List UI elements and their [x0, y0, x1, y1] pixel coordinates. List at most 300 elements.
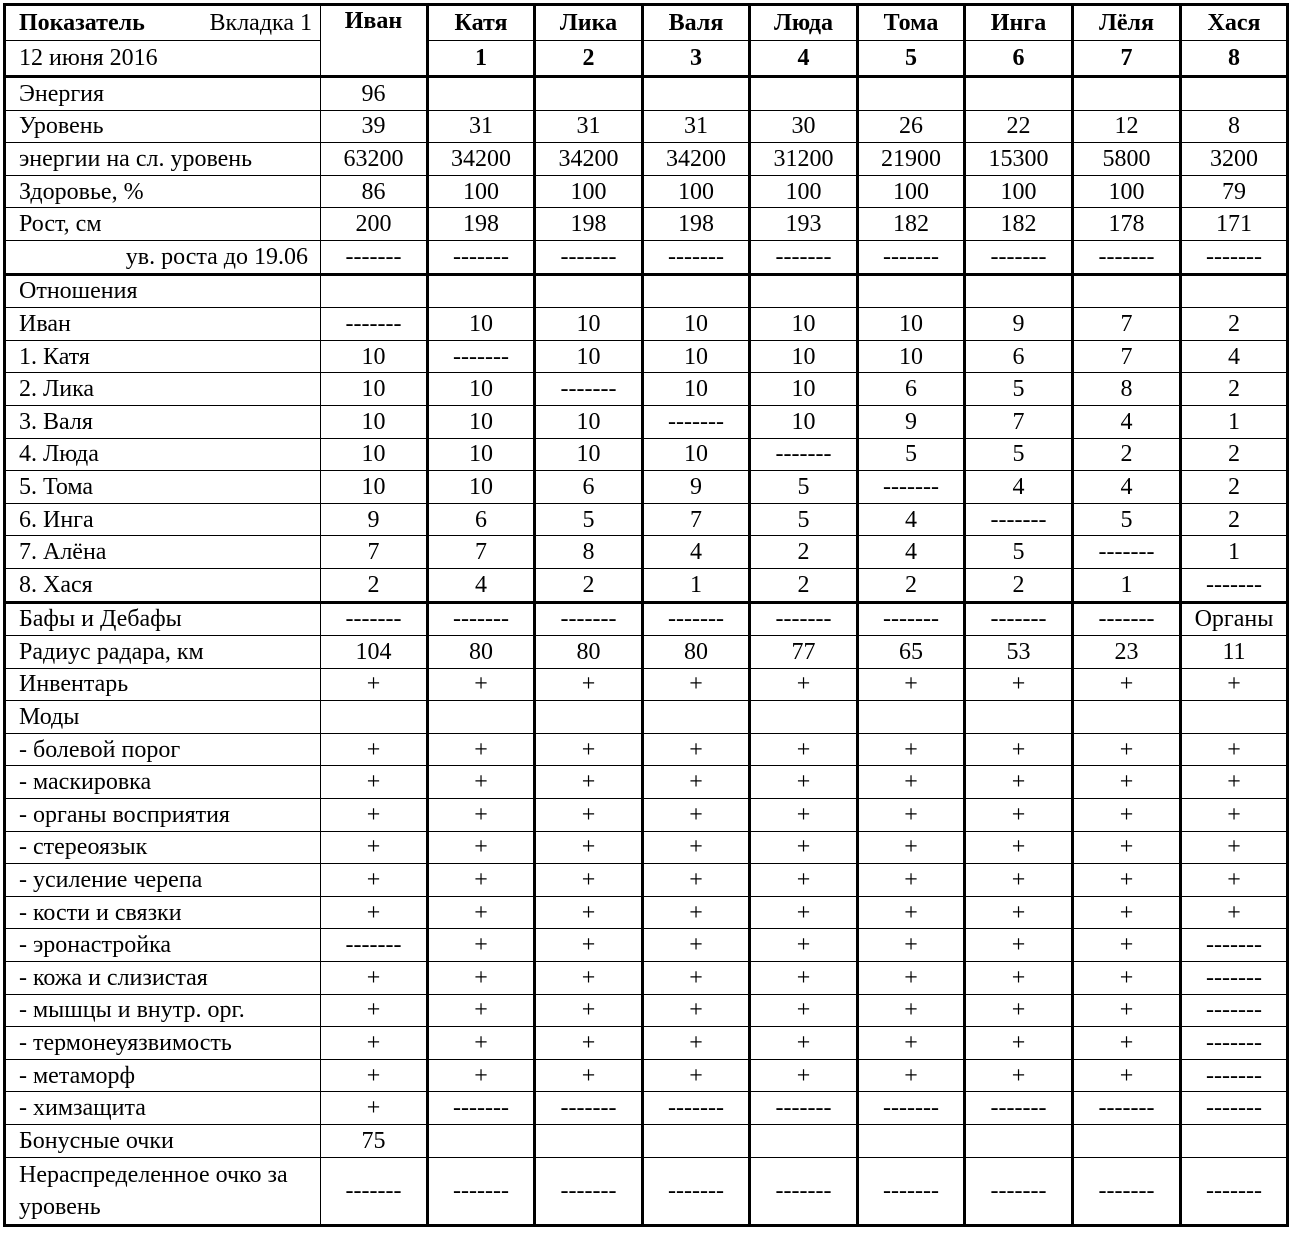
- value-cell: -------: [965, 1157, 1073, 1225]
- value-cell: 2: [321, 568, 428, 602]
- row-label: 3. Валя: [5, 405, 321, 438]
- value-cell: 10: [858, 340, 965, 373]
- row-label: Радиус радара, км: [5, 636, 321, 669]
- value-cell: 10: [750, 373, 858, 406]
- value-cell: 1: [643, 568, 750, 602]
- row-label: - кости и связки: [5, 896, 321, 929]
- value-cell: 100: [858, 175, 965, 208]
- value-cell: -------: [1073, 602, 1181, 636]
- value-cell: -------: [1181, 1157, 1288, 1225]
- value-cell: 5: [1073, 503, 1181, 536]
- value-cell: +: [1181, 831, 1288, 864]
- value-cell: 10: [643, 308, 750, 341]
- row-label: - болевой порог: [5, 733, 321, 766]
- value-cell: 182: [965, 208, 1073, 241]
- value-cell: -------: [858, 471, 965, 504]
- value-cell: 2: [750, 568, 858, 602]
- value-cell: 4: [965, 471, 1073, 504]
- value-cell: 10: [535, 438, 643, 471]
- value-cell: +: [428, 929, 535, 962]
- value-cell: 10: [321, 405, 428, 438]
- value-cell: [535, 1125, 643, 1158]
- value-cell: +: [858, 962, 965, 995]
- value-cell: 5800: [1073, 143, 1181, 176]
- header-name: Катя: [428, 5, 535, 41]
- value-cell: +: [643, 668, 750, 701]
- value-cell: 171: [1181, 208, 1288, 241]
- value-cell: 63200: [321, 143, 428, 176]
- value-cell: +: [750, 962, 858, 995]
- value-cell: [321, 274, 428, 308]
- value-cell: +: [643, 766, 750, 799]
- value-cell: +: [858, 733, 965, 766]
- value-cell: +: [535, 668, 643, 701]
- value-cell: -------: [643, 1092, 750, 1125]
- value-cell: 86: [321, 175, 428, 208]
- table-row: [5, 1027, 1288, 1060]
- row-label: Уровень: [5, 110, 321, 143]
- table-row: [5, 1059, 1288, 1092]
- value-cell: +: [1181, 766, 1288, 799]
- table-row: [5, 701, 1288, 734]
- value-cell: +: [321, 799, 428, 832]
- header-number: 3: [643, 41, 750, 77]
- value-cell: 10: [321, 340, 428, 373]
- value-cell: +: [535, 831, 643, 864]
- table-row: [5, 831, 1288, 864]
- value-cell: 80: [535, 636, 643, 669]
- value-cell: 10: [643, 340, 750, 373]
- row-label: - усиление черепа: [5, 864, 321, 897]
- value-cell: -------: [1073, 1157, 1181, 1225]
- value-cell: +: [858, 994, 965, 1027]
- value-cell: +: [858, 766, 965, 799]
- value-cell: +: [321, 668, 428, 701]
- table-row: [5, 503, 1288, 536]
- value-cell: [643, 274, 750, 308]
- value-cell: +: [750, 733, 858, 766]
- value-cell: [428, 1125, 535, 1158]
- value-cell: +: [1073, 766, 1181, 799]
- table-row: [5, 373, 1288, 406]
- value-cell: +: [965, 799, 1073, 832]
- value-cell: -------: [643, 602, 750, 636]
- value-cell: +: [428, 896, 535, 929]
- value-cell: 2: [750, 536, 858, 569]
- value-cell: 182: [858, 208, 965, 241]
- value-cell: [643, 701, 750, 734]
- tab-label: Вкладка 1: [209, 10, 312, 36]
- header-name: Валя: [643, 5, 750, 41]
- value-cell: 178: [1073, 208, 1181, 241]
- table-row: [5, 274, 1288, 308]
- table-row: [5, 766, 1288, 799]
- value-cell: -------: [428, 240, 535, 274]
- value-cell: -------: [1181, 929, 1288, 962]
- value-cell: 9: [643, 471, 750, 504]
- value-cell: +: [858, 668, 965, 701]
- value-cell: +: [643, 799, 750, 832]
- value-cell: +: [643, 831, 750, 864]
- value-cell: 7: [1073, 340, 1181, 373]
- value-cell: 2: [858, 568, 965, 602]
- value-cell: 100: [750, 175, 858, 208]
- value-cell: [965, 1125, 1073, 1158]
- value-cell: 4: [858, 536, 965, 569]
- value-cell: +: [965, 962, 1073, 995]
- value-cell: 26: [858, 110, 965, 143]
- value-cell: +: [1181, 864, 1288, 897]
- value-cell: +: [428, 668, 535, 701]
- value-cell: 5: [858, 438, 965, 471]
- header-name-ivan: Иван: [321, 5, 428, 77]
- value-cell: [535, 77, 643, 111]
- value-cell: +: [1073, 929, 1181, 962]
- value-cell: -------: [321, 602, 428, 636]
- header-number: 2: [535, 41, 643, 77]
- value-cell: +: [1073, 864, 1181, 897]
- row-label: Моды: [5, 701, 321, 734]
- character-stats-table: [3, 3, 1289, 1227]
- value-cell: 77: [750, 636, 858, 669]
- value-cell: -------: [321, 308, 428, 341]
- value-cell: 12: [1073, 110, 1181, 143]
- value-cell: +: [321, 994, 428, 1027]
- value-cell: -------: [643, 1157, 750, 1225]
- value-cell: 100: [965, 175, 1073, 208]
- value-cell: 10: [321, 438, 428, 471]
- value-cell: -------: [858, 602, 965, 636]
- value-cell: +: [535, 864, 643, 897]
- value-cell: 10: [428, 471, 535, 504]
- value-cell: +: [428, 799, 535, 832]
- value-cell: 22: [965, 110, 1073, 143]
- table-row: [5, 143, 1288, 176]
- table-row: [5, 896, 1288, 929]
- value-cell: +: [535, 766, 643, 799]
- value-cell: -------: [1181, 1059, 1288, 1092]
- value-cell: 4: [1073, 471, 1181, 504]
- value-cell: -------: [1181, 994, 1288, 1027]
- value-cell: +: [321, 733, 428, 766]
- value-cell: +: [750, 766, 858, 799]
- value-cell: 7: [428, 536, 535, 569]
- value-cell: -------: [535, 1092, 643, 1125]
- value-cell: +: [1073, 1027, 1181, 1060]
- row-label: 2. Лика: [5, 373, 321, 406]
- value-cell: +: [858, 896, 965, 929]
- value-cell: 2: [1181, 471, 1288, 504]
- value-cell: -------: [428, 340, 535, 373]
- value-cell: +: [535, 994, 643, 1027]
- row-label: - кожа и слизистая: [5, 962, 321, 995]
- row-label: энергии на сл. уровень: [5, 143, 321, 176]
- row-label: - химзащита: [5, 1092, 321, 1125]
- value-cell: 31: [535, 110, 643, 143]
- value-cell: +: [321, 896, 428, 929]
- indicator-label: Показатель: [19, 10, 145, 36]
- row-label: ув. роста до 19.06: [5, 240, 321, 274]
- value-cell: -------: [1181, 962, 1288, 995]
- value-cell: -------: [1181, 1092, 1288, 1125]
- value-cell: 4: [428, 568, 535, 602]
- value-cell: 21900: [858, 143, 965, 176]
- value-cell: [428, 77, 535, 111]
- header-title-cell: [5, 5, 321, 41]
- table-row: [5, 175, 1288, 208]
- table-row: [5, 733, 1288, 766]
- header-number: 8: [1181, 41, 1288, 77]
- value-cell: [1073, 77, 1181, 111]
- row-label: Энергия: [5, 77, 321, 111]
- value-cell: 2: [1181, 438, 1288, 471]
- header-name: Инга: [965, 5, 1073, 41]
- header-name: Тома: [858, 5, 965, 41]
- value-cell: 10: [321, 471, 428, 504]
- value-cell: +: [535, 799, 643, 832]
- value-cell: -------: [965, 503, 1073, 536]
- value-cell: -------: [535, 1157, 643, 1225]
- header-name: Люда: [750, 5, 858, 41]
- header-name: Хася: [1181, 5, 1288, 41]
- value-cell: [858, 77, 965, 111]
- value-cell: +: [965, 733, 1073, 766]
- row-label: 5. Тома: [5, 471, 321, 504]
- table-row: [5, 1157, 1288, 1225]
- value-cell: [858, 701, 965, 734]
- value-cell: +: [965, 929, 1073, 962]
- value-cell: 30: [750, 110, 858, 143]
- value-cell: -------: [428, 1157, 535, 1225]
- row-label: Рост, см: [5, 208, 321, 241]
- value-cell: +: [965, 831, 1073, 864]
- row-label: 6. Инга: [5, 503, 321, 536]
- header-number: 4: [750, 41, 858, 77]
- value-cell: 80: [428, 636, 535, 669]
- value-cell: +: [643, 1059, 750, 1092]
- value-cell: [965, 701, 1073, 734]
- value-cell: +: [965, 668, 1073, 701]
- value-cell: [643, 77, 750, 111]
- value-cell: 5: [535, 503, 643, 536]
- value-cell: +: [321, 962, 428, 995]
- value-cell: -------: [535, 240, 643, 274]
- value-cell: -------: [858, 240, 965, 274]
- value-cell: -------: [1073, 240, 1181, 274]
- value-cell: +: [643, 929, 750, 962]
- value-cell: +: [750, 831, 858, 864]
- value-cell: 10: [643, 438, 750, 471]
- value-cell: +: [1181, 733, 1288, 766]
- table-row: [5, 438, 1288, 471]
- value-cell: [858, 1125, 965, 1158]
- value-cell: 200: [321, 208, 428, 241]
- value-cell: 10: [858, 308, 965, 341]
- value-cell: +: [965, 1059, 1073, 1092]
- value-cell: +: [1181, 896, 1288, 929]
- table-row: [5, 929, 1288, 962]
- value-cell: +: [1073, 831, 1181, 864]
- table-row: [5, 240, 1288, 274]
- value-cell: +: [643, 733, 750, 766]
- value-cell: +: [750, 896, 858, 929]
- value-cell: 100: [1073, 175, 1181, 208]
- value-cell: 5: [965, 438, 1073, 471]
- table-row: [5, 568, 1288, 602]
- value-cell: [1073, 701, 1181, 734]
- value-cell: [1181, 274, 1288, 308]
- value-cell: +: [321, 864, 428, 897]
- value-cell: +: [965, 864, 1073, 897]
- table-row: [5, 668, 1288, 701]
- value-cell: 2: [535, 568, 643, 602]
- value-cell: +: [643, 1027, 750, 1060]
- value-cell: +: [321, 766, 428, 799]
- value-cell: +: [750, 668, 858, 701]
- table-row: [5, 471, 1288, 504]
- value-cell: [428, 701, 535, 734]
- value-cell: +: [1073, 733, 1181, 766]
- row-label: 4. Люда: [5, 438, 321, 471]
- value-cell: +: [858, 799, 965, 832]
- value-cell: [750, 77, 858, 111]
- value-cell: 100: [535, 175, 643, 208]
- value-cell: 5: [750, 471, 858, 504]
- row-label: - мышцы и внутр. орг.: [5, 994, 321, 1027]
- header-number: 7: [1073, 41, 1181, 77]
- value-cell: +: [428, 994, 535, 1027]
- row-label: 1. Катя: [5, 340, 321, 373]
- value-cell: 10: [750, 308, 858, 341]
- header-name: Лёля: [1073, 5, 1181, 41]
- value-cell: +: [750, 929, 858, 962]
- header-number: 5: [858, 41, 965, 77]
- value-cell: -------: [750, 1092, 858, 1125]
- table-row: [5, 799, 1288, 832]
- value-cell: [535, 701, 643, 734]
- value-cell: 4: [858, 503, 965, 536]
- header-date: 12 июня 2016: [5, 41, 321, 77]
- value-cell: [535, 274, 643, 308]
- value-cell: 104: [321, 636, 428, 669]
- header-name: Лика: [535, 5, 643, 41]
- table-row: [5, 208, 1288, 241]
- value-cell: -------: [1073, 536, 1181, 569]
- value-cell: 10: [535, 308, 643, 341]
- value-cell: -------: [321, 1157, 428, 1225]
- header-row-numbers: [5, 41, 1288, 77]
- value-cell: [858, 274, 965, 308]
- value-cell: +: [428, 766, 535, 799]
- value-cell: +: [535, 962, 643, 995]
- value-cell: +: [1073, 962, 1181, 995]
- value-cell: 8: [1181, 110, 1288, 143]
- value-cell: 39: [321, 110, 428, 143]
- value-cell: [750, 274, 858, 308]
- value-cell: +: [428, 962, 535, 995]
- value-cell: 5: [965, 373, 1073, 406]
- row-label: - метаморф: [5, 1059, 321, 1092]
- value-cell: 34200: [535, 143, 643, 176]
- value-cell: +: [321, 1059, 428, 1092]
- value-cell: 2: [965, 568, 1073, 602]
- value-cell: 1: [1181, 536, 1288, 569]
- row-label: Иван: [5, 308, 321, 341]
- value-cell: 4: [643, 536, 750, 569]
- value-cell: 7: [321, 536, 428, 569]
- value-cell: 8: [535, 536, 643, 569]
- value-cell: +: [965, 1027, 1073, 1060]
- value-cell: 198: [428, 208, 535, 241]
- value-cell: +: [858, 1059, 965, 1092]
- value-cell: -------: [1181, 568, 1288, 602]
- table-row: [5, 994, 1288, 1027]
- value-cell: +: [858, 831, 965, 864]
- value-cell: -------: [750, 438, 858, 471]
- value-cell: +: [1073, 668, 1181, 701]
- table-row: [5, 1092, 1288, 1125]
- value-cell: 6: [965, 340, 1073, 373]
- value-cell: -------: [750, 1157, 858, 1225]
- row-label: - маскировка: [5, 766, 321, 799]
- value-cell: 53: [965, 636, 1073, 669]
- header-number: 1: [428, 41, 535, 77]
- value-cell: 10: [750, 405, 858, 438]
- table-row: [5, 405, 1288, 438]
- value-cell: 9: [858, 405, 965, 438]
- value-cell: +: [643, 962, 750, 995]
- value-cell: 79: [1181, 175, 1288, 208]
- value-cell: 10: [321, 373, 428, 406]
- value-cell: 6: [428, 503, 535, 536]
- value-cell: +: [535, 1027, 643, 1060]
- value-cell: -------: [535, 602, 643, 636]
- value-cell: +: [1073, 1059, 1181, 1092]
- value-cell: [1181, 77, 1288, 111]
- value-cell: -------: [965, 1092, 1073, 1125]
- value-cell: 10: [428, 308, 535, 341]
- table-row: [5, 962, 1288, 995]
- value-cell: +: [858, 1027, 965, 1060]
- value-cell: +: [965, 994, 1073, 1027]
- row-label: Отношения: [5, 274, 321, 308]
- value-cell: +: [321, 1092, 428, 1125]
- value-cell: -------: [643, 405, 750, 438]
- value-cell: [428, 274, 535, 308]
- table-row: [5, 110, 1288, 143]
- row-label: 8. Хася: [5, 568, 321, 602]
- value-cell: 34200: [428, 143, 535, 176]
- value-cell: -------: [750, 602, 858, 636]
- value-cell: +: [1073, 799, 1181, 832]
- value-cell: 96: [321, 77, 428, 111]
- row-label: Инвентарь: [5, 668, 321, 701]
- value-cell: -------: [321, 240, 428, 274]
- value-cell: -------: [643, 240, 750, 274]
- value-cell: 2: [1181, 308, 1288, 341]
- value-cell: 65: [858, 636, 965, 669]
- value-cell: 31: [643, 110, 750, 143]
- value-cell: [965, 274, 1073, 308]
- value-cell: 7: [643, 503, 750, 536]
- table-body: [5, 5, 1288, 1226]
- value-cell: 9: [965, 308, 1073, 341]
- header-number: 6: [965, 41, 1073, 77]
- value-cell: 10: [535, 340, 643, 373]
- value-cell: -------: [1073, 1092, 1181, 1125]
- value-cell: +: [535, 1059, 643, 1092]
- value-cell: 23: [1073, 636, 1181, 669]
